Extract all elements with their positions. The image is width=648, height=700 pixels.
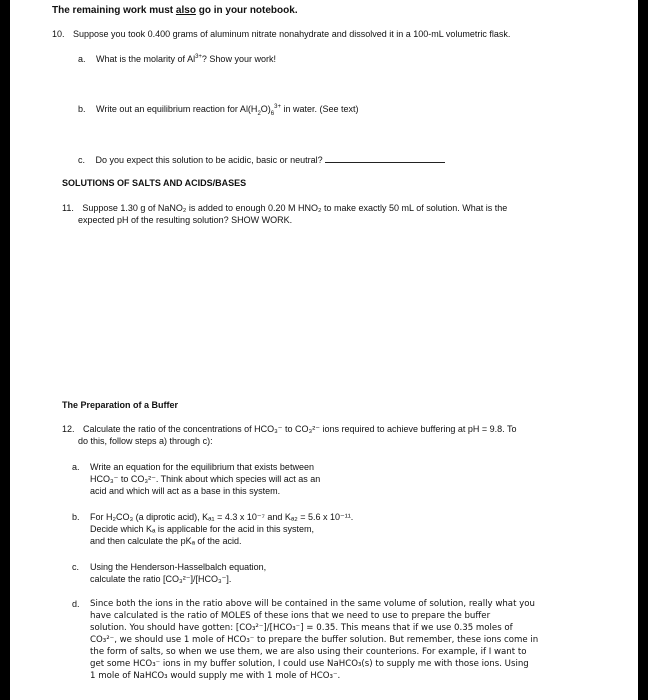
part-c-line: calculate the ratio [CO₃²⁻]/[HCO₃⁻]. — [90, 574, 232, 584]
part-a-line: acid and which will act as a base in this system. — [90, 486, 281, 496]
part-d-line: 1 mole of NaHCO₃ would supply me with 1 mole of HCO₃⁻. — [90, 671, 341, 681]
part-letter: b. — [78, 104, 86, 114]
part-letter-a: a. — [72, 462, 80, 472]
worksheet-page — [10, 0, 638, 700]
text-segment: in water. (See text) — [280, 104, 359, 114]
part-a-line: Write an equation for the equilibrium that exists between — [90, 462, 314, 472]
right-dark-border — [638, 0, 648, 700]
part-c-line: Using the Henderson-Hasselbalch equation, — [90, 562, 267, 572]
question-text: Suppose 1.30 g of NaNO₂ is added to enough 0.20 M HNO₂ to make exactly 50 mL of solution. What is the — [82, 203, 508, 213]
question-number: 12. — [62, 424, 75, 434]
question-12 — [62, 423, 517, 435]
header-text-post: go in your notebook. — [195, 5, 298, 16]
subscript: 6 — [270, 110, 275, 117]
header-text-pre: The remaining work must — [52, 5, 176, 16]
part-b-line: and then calculate the pKₐ of the acid. — [90, 536, 242, 546]
text-segment: O) — [260, 104, 271, 114]
part-b-line: For H₂CO₃ (a diprotic acid), Kₐ₁ = 4.3 x 10⁻⁷ and Kₐ₂ = 5.6 x 10⁻¹¹. — [90, 512, 354, 522]
part-d-line: CO₃²⁻, we should use 1 mole of HCO₃⁻ to prepare the buffer solution. But remember, these ions come in — [90, 635, 539, 645]
part-letter: a. — [78, 54, 86, 64]
question-11 — [62, 202, 507, 214]
question-10 — [52, 28, 510, 40]
part-d-line: Since both the ions in the ratio above will be contained in the same volume of solution, really what you — [90, 599, 535, 609]
left-dark-border — [0, 0, 10, 700]
question-10b — [78, 103, 359, 115]
part-letter: c. — [78, 155, 86, 165]
part-letter-b: b. — [72, 512, 80, 522]
question-text: Calculate the ratio of the concentrations of HCO₃⁻ to CO₃²⁻ ions required to achieve buffering at pH = 9.8. To — [83, 424, 517, 434]
part-a-line: HCO₃⁻ to CO₃²⁻. Think about which species will act as an — [90, 474, 321, 484]
header-underlined: also — [175, 5, 196, 16]
part-letter-d: d. — [72, 599, 80, 609]
part-d-line: have calculated is the ratio of MOLES of these ions that we need to use to prepare the buffer — [90, 611, 491, 621]
subscript: 2 — [257, 110, 261, 117]
part-d-line: the form of salts, so when we use them, we are also using their counterions. For example, if I want to — [90, 647, 527, 657]
text-segment: What is the molarity of Al — [96, 54, 196, 64]
part-b-line: Decide which Kₐ is applicable for the acid in this system, — [90, 524, 314, 534]
text-segment: ? Show your work! — [201, 54, 276, 64]
question-number: 10. — [52, 29, 65, 39]
question-10c — [78, 153, 445, 166]
question-number: 11. — [62, 203, 74, 213]
section-heading-salts: SOLUTIONS OF SALTS AND ACIDS/BASES — [62, 178, 247, 188]
part-d-line: get some HCO₃⁻ ions in my buffer solution, I could use NaHCO₃(s) to supply me with those ions. Using — [90, 659, 529, 669]
page-header — [52, 5, 298, 17]
question-10a — [78, 53, 276, 65]
superscript: 3+ — [195, 54, 202, 60]
answer-blank[interactable] — [325, 153, 445, 163]
part-letter-c: c. — [72, 562, 80, 572]
part-d-line: solution. You should have gotten: [CO₃²⁻]/[HCO₃⁻] = 0.35. This means that if we use 0.35 moles of — [90, 623, 513, 633]
section-heading-buffer: The Preparation of a Buffer — [62, 400, 179, 410]
question-text: Suppose you took 0.400 grams of aluminum nitrate nonahydrate and dissolved it in a 100-mL volumetric flask. — [73, 29, 511, 39]
question-text-cont: expected pH of the resulting solution? SHOW WORK. — [78, 215, 293, 225]
part-text — [96, 54, 276, 64]
text-segment: Write out an equilibrium reaction for Al(H — [96, 104, 258, 114]
question-text-cont: do this, follow steps a) through c): — [78, 436, 213, 446]
part-text — [96, 104, 359, 117]
part-text: Do you expect this solution to be acidic, basic or neutral? — [95, 155, 323, 165]
superscript: 3+ — [274, 104, 281, 110]
